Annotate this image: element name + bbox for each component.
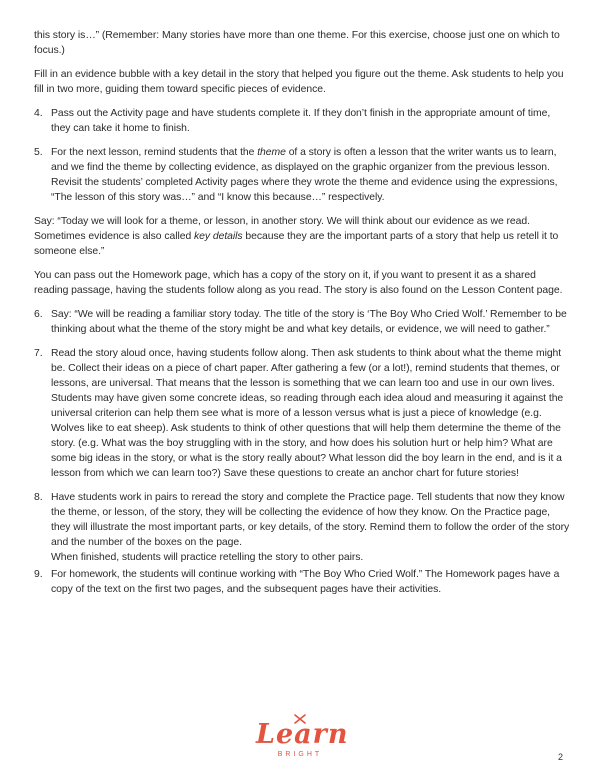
item-text: For the next lesson, remind students that the theme of a story is often a lesson that the writer wants us to learn, and we find the theme by collecting evidence, as displayed on the graphic organizer from the previous lesson. Revisit the students’ completed Activity pages where they wrote the theme and evidence using the expressions, “The lesson of this story was…” and “I know this because…” respectively. <box>51 147 558 203</box>
paragraph-say: Say: “Today we will look for a theme, or lesson, in another story. We will think about our evidence as we read. Sometimes evidence is also called key details because they are the important parts of a story that help us retell it to someone else.” <box>34 216 559 257</box>
emphasis-theme: theme <box>257 147 286 158</box>
paragraph-homework-note: You can pass out the Homework page, which has a copy of the story on it, if you want to present it as a shared reading passage, having the students follow along as you read. The story is also found on the Lesson Content page. <box>34 270 563 296</box>
item-text: Say: “We will be reading a familiar story today. The title of the story is ‘The Boy Who Cried Wolf.’ Remember to be thinking about what the theme of the story might be and what key details, or evidence, we will need to gather.” <box>51 309 567 335</box>
item-text: Read the story aloud once, having students follow along. Then ask students to think about what the theme might be. Collect their ideas on a piece of chart paper. After gathering a few (or a lot!), remind students that themes, or lessons, are universal. That means that the lesson is something that we can learn too and use in our own lives. Students may have given some concrete ideas, so reading through each idea aloud and measuring it against the universal criterion can help them see what is more of a lesson versus what is just a piece of knowledge (e.g. Wolves like to eat sheep). Ask students to think of other questions that will help them determine the theme of the story. (e.g. What was the boy struggling with in the story, and how does his solution hurt or help him? What are some big ideas in the story, or what is the story really about? What lesson did the boy learn in the end, and is it a lesson from which we can learn too?) Save these questions to create an anchor chart for future stories! <box>51 348 564 479</box>
list-item-5 <box>34 145 570 205</box>
page-number: 2 <box>558 752 564 762</box>
logo-subtitle: BRIGHT <box>277 751 323 758</box>
item-number: 6. <box>34 309 43 320</box>
list-item-9 <box>34 567 570 597</box>
item-text-followup: When finished, students will practice retelling the story to other pairs. <box>51 552 364 563</box>
learn-bright-logo <box>256 719 349 768</box>
list-item-6 <box>34 307 570 337</box>
item-text: Pass out the Activity page and have students complete it. If they don’t finish in the appropriate amount of time, they can take it home to finish. <box>51 108 551 134</box>
logo-word: Learn <box>256 719 349 750</box>
paragraph-evidence-bubble: Fill in an evidence bubble with a key detail in the story that helped you figure out the theme. Ask students to help you fill in two more, guiding them toward specific pieces of evidence. <box>34 69 564 95</box>
list-item-4 <box>34 106 570 136</box>
item-number: 9. <box>34 569 43 580</box>
item-number: 8. <box>34 492 43 503</box>
lesson-page <box>34 28 570 606</box>
item-number: 5. <box>34 147 43 158</box>
item-number: 4. <box>34 108 43 119</box>
emphasis-key-details: key details <box>194 231 243 242</box>
pencil-cross-icon <box>294 714 306 724</box>
paragraph-theme-note: this story is…” (Remember: Many stories have more than one theme. For this exercise, choose just one on which to focus.) <box>34 30 560 56</box>
list-item-7 <box>34 346 570 481</box>
list-item-8 <box>34 490 570 565</box>
item-number: 7. <box>34 348 43 359</box>
item-text: Have students work in pairs to reread the story and complete the Practice page. Tell students that now they know the theme, or lesson, of the story, they will be collecting the evidence of how they know. On the Practice page, they will illustrate the most important parts, or key details, of the story. Remind them to follow the order of the story and the number of the boxes on the page. When finished, students will practice retelling the story to other pairs. <box>51 492 570 563</box>
item-text: For homework, the students will continue working with “The Boy Who Cried Wolf.” The Homework pages have a copy of the text on the first two pages, and the subsequent pages have their activities. <box>51 569 560 595</box>
